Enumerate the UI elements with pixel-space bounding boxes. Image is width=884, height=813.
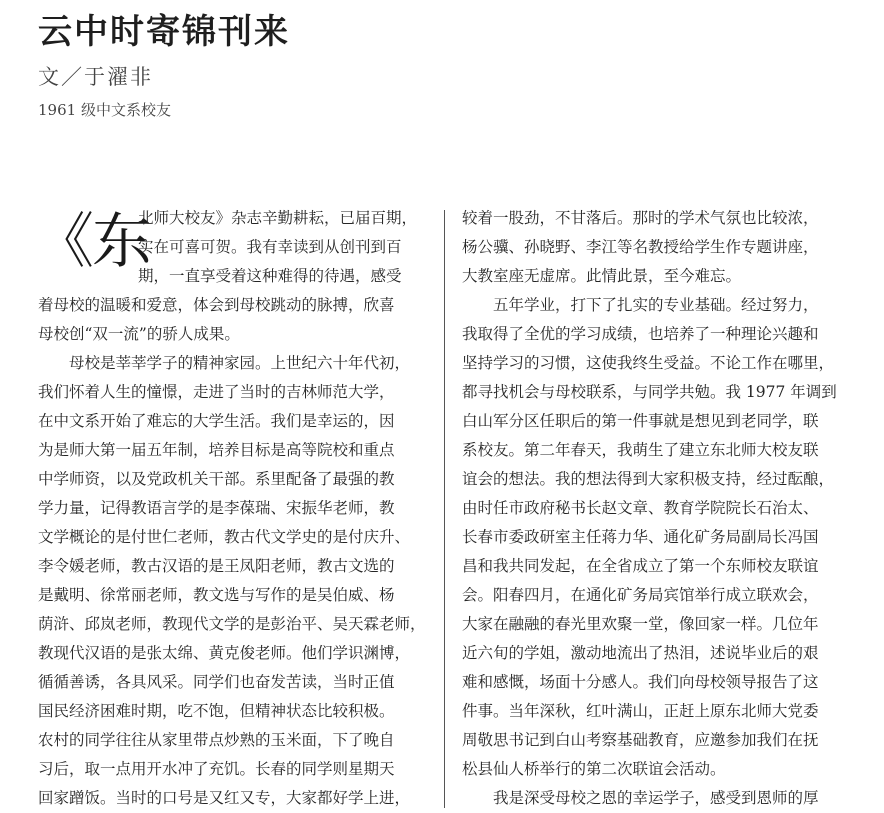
text-line: 是戴明、徐常丽老师，教文选与写作的是吴伯威、杨	[38, 586, 395, 604]
right-column	[462, 204, 857, 813]
text-line: 白山军分区任职后的第一件事就是想见到老同学，联	[462, 412, 819, 430]
text-line: 农村的同学往往从家里带点炒熟的玉米面，下了晚自	[38, 731, 395, 749]
dropcap-lines	[138, 204, 417, 291]
author-affiliation: 1961 级中文系校友	[38, 101, 171, 119]
text-line: 实在可喜可贺。我有幸读到从创刊到百	[138, 238, 402, 256]
text-line: 北师大校友》杂志辛勤耕耘，已届百期，	[138, 209, 418, 227]
left-column-body	[38, 291, 428, 813]
text-line: 坚持学习的习惯，这使我终生受益。不论工作在哪里，	[462, 354, 835, 372]
text-line: 学力量，记得教语言学的是李葆瑞、宋振华老师，教	[38, 499, 395, 517]
text-line: 在中文系开始了难忘的大学生活。我们是幸运的，因	[38, 412, 395, 430]
text-line: 大教室座无虚席。此情此景，至今难忘。	[462, 267, 742, 285]
text-line: 五年学业，打下了扎实的专业基础。经过努力，	[462, 296, 819, 314]
text-line: 件事。当年深秋，红叶满山，正赶上原东北师大党委	[462, 702, 819, 720]
dropcap-block	[34, 204, 428, 320]
text-line: 着母校的温暖和爱意，体会到母校跳动的脉搏，欣喜	[38, 296, 395, 314]
text-line: 期，一直享受着这种难得的待遇，感受	[138, 267, 402, 285]
text-line: 循循善诱，各具风采。同学们也奋发苦读，当时正值	[38, 673, 395, 691]
drop-cap: 《东	[34, 207, 150, 277]
text-line: 文学概论的是付世仁老师，教古代文学史的是付庆升、	[38, 528, 411, 546]
text-line: 母校是莘莘学子的精神家园。上世纪六十年代初，	[38, 354, 411, 372]
text-line: 周敬思书记到白山考察基础教育，应邀参加我们在抚	[462, 731, 819, 749]
text-line: 我们怀着人生的憧憬，走进了当时的吉林师范大学，	[38, 383, 395, 401]
text-line: 回家蹭饭。当时的口号是又红又专，大家都好学上进，	[38, 789, 411, 807]
text-line: 较着一股劲，不甘落后。那时的学术气氛也比较浓，	[462, 209, 819, 227]
text-line: 会。阳春四月，在通化矿务局宾馆举行成立联欢会，	[462, 586, 819, 604]
text-line: 谊会的想法。我的想法得到大家积极支持，经过酝酿，	[462, 470, 835, 488]
text-line: 长春市委政研室主任蒋力华、通化矿务局副局长冯国	[462, 528, 819, 546]
text-line: 中学师资，以及党政机关干部。系里配备了最强的教	[38, 470, 395, 488]
text-line: 都寻找机会与母校联系，与同学共勉。我 1977 年调到	[462, 383, 837, 401]
text-line: 难和感慨，场面十分感人。我们向母校领导报告了这	[462, 673, 819, 691]
text-line: 由时任市政府秘书长赵文章、教育学院院长石治太、	[462, 499, 819, 517]
article-author: 文／于濯非	[38, 65, 153, 89]
text-line: 教现代汉语的是张太绵、黄克俊老师。他们学识渊博，	[38, 644, 411, 662]
left-column	[34, 204, 428, 813]
text-line: 我取得了全优的学习成绩，也培养了一种理论兴趣和	[462, 325, 819, 343]
text-line: 习后，取一点用开水冲了充饥。长春的同学则星期天	[38, 760, 395, 778]
text-line: 为是师大第一届五年制，培养目标是高等院校和重点	[38, 441, 395, 459]
text-line: 系校友。第二年春天，我萌生了建立东北师大校友联	[462, 441, 819, 459]
text-line: 李令媛老师，教古汉语的是王凤阳老师，教古文选的	[38, 557, 395, 575]
text-line: 我是深受母校之恩的幸运学子，感受到恩师的厚	[462, 789, 819, 807]
text-line: 杨公骥、孙晓野、李江等名教授给学生作专题讲座，	[462, 238, 819, 256]
text-line: 松县仙人桥举行的第二次联谊会活动。	[462, 760, 726, 778]
text-line: 母校创“双一流”的骄人成果。	[38, 325, 240, 343]
text-line: 大家在融融的春光里欢聚一堂，像回家一样。几位年	[462, 615, 819, 633]
article-title: 云中时寄锦刊来	[38, 12, 290, 52]
text-line: 荫浒、邱岚老师，教现代文学的是彭治平、吴天霖老师，	[38, 615, 426, 633]
column-divider	[444, 210, 445, 808]
text-line: 国民经济困难时期，吃不饱，但精神状态比较积极。	[38, 702, 395, 720]
text-line: 近六旬的学姐，激动地流出了热泪，述说毕业后的艰	[462, 644, 819, 662]
text-line: 昌和我共同发起，在全省成立了第一个东师校友联谊	[462, 557, 819, 575]
